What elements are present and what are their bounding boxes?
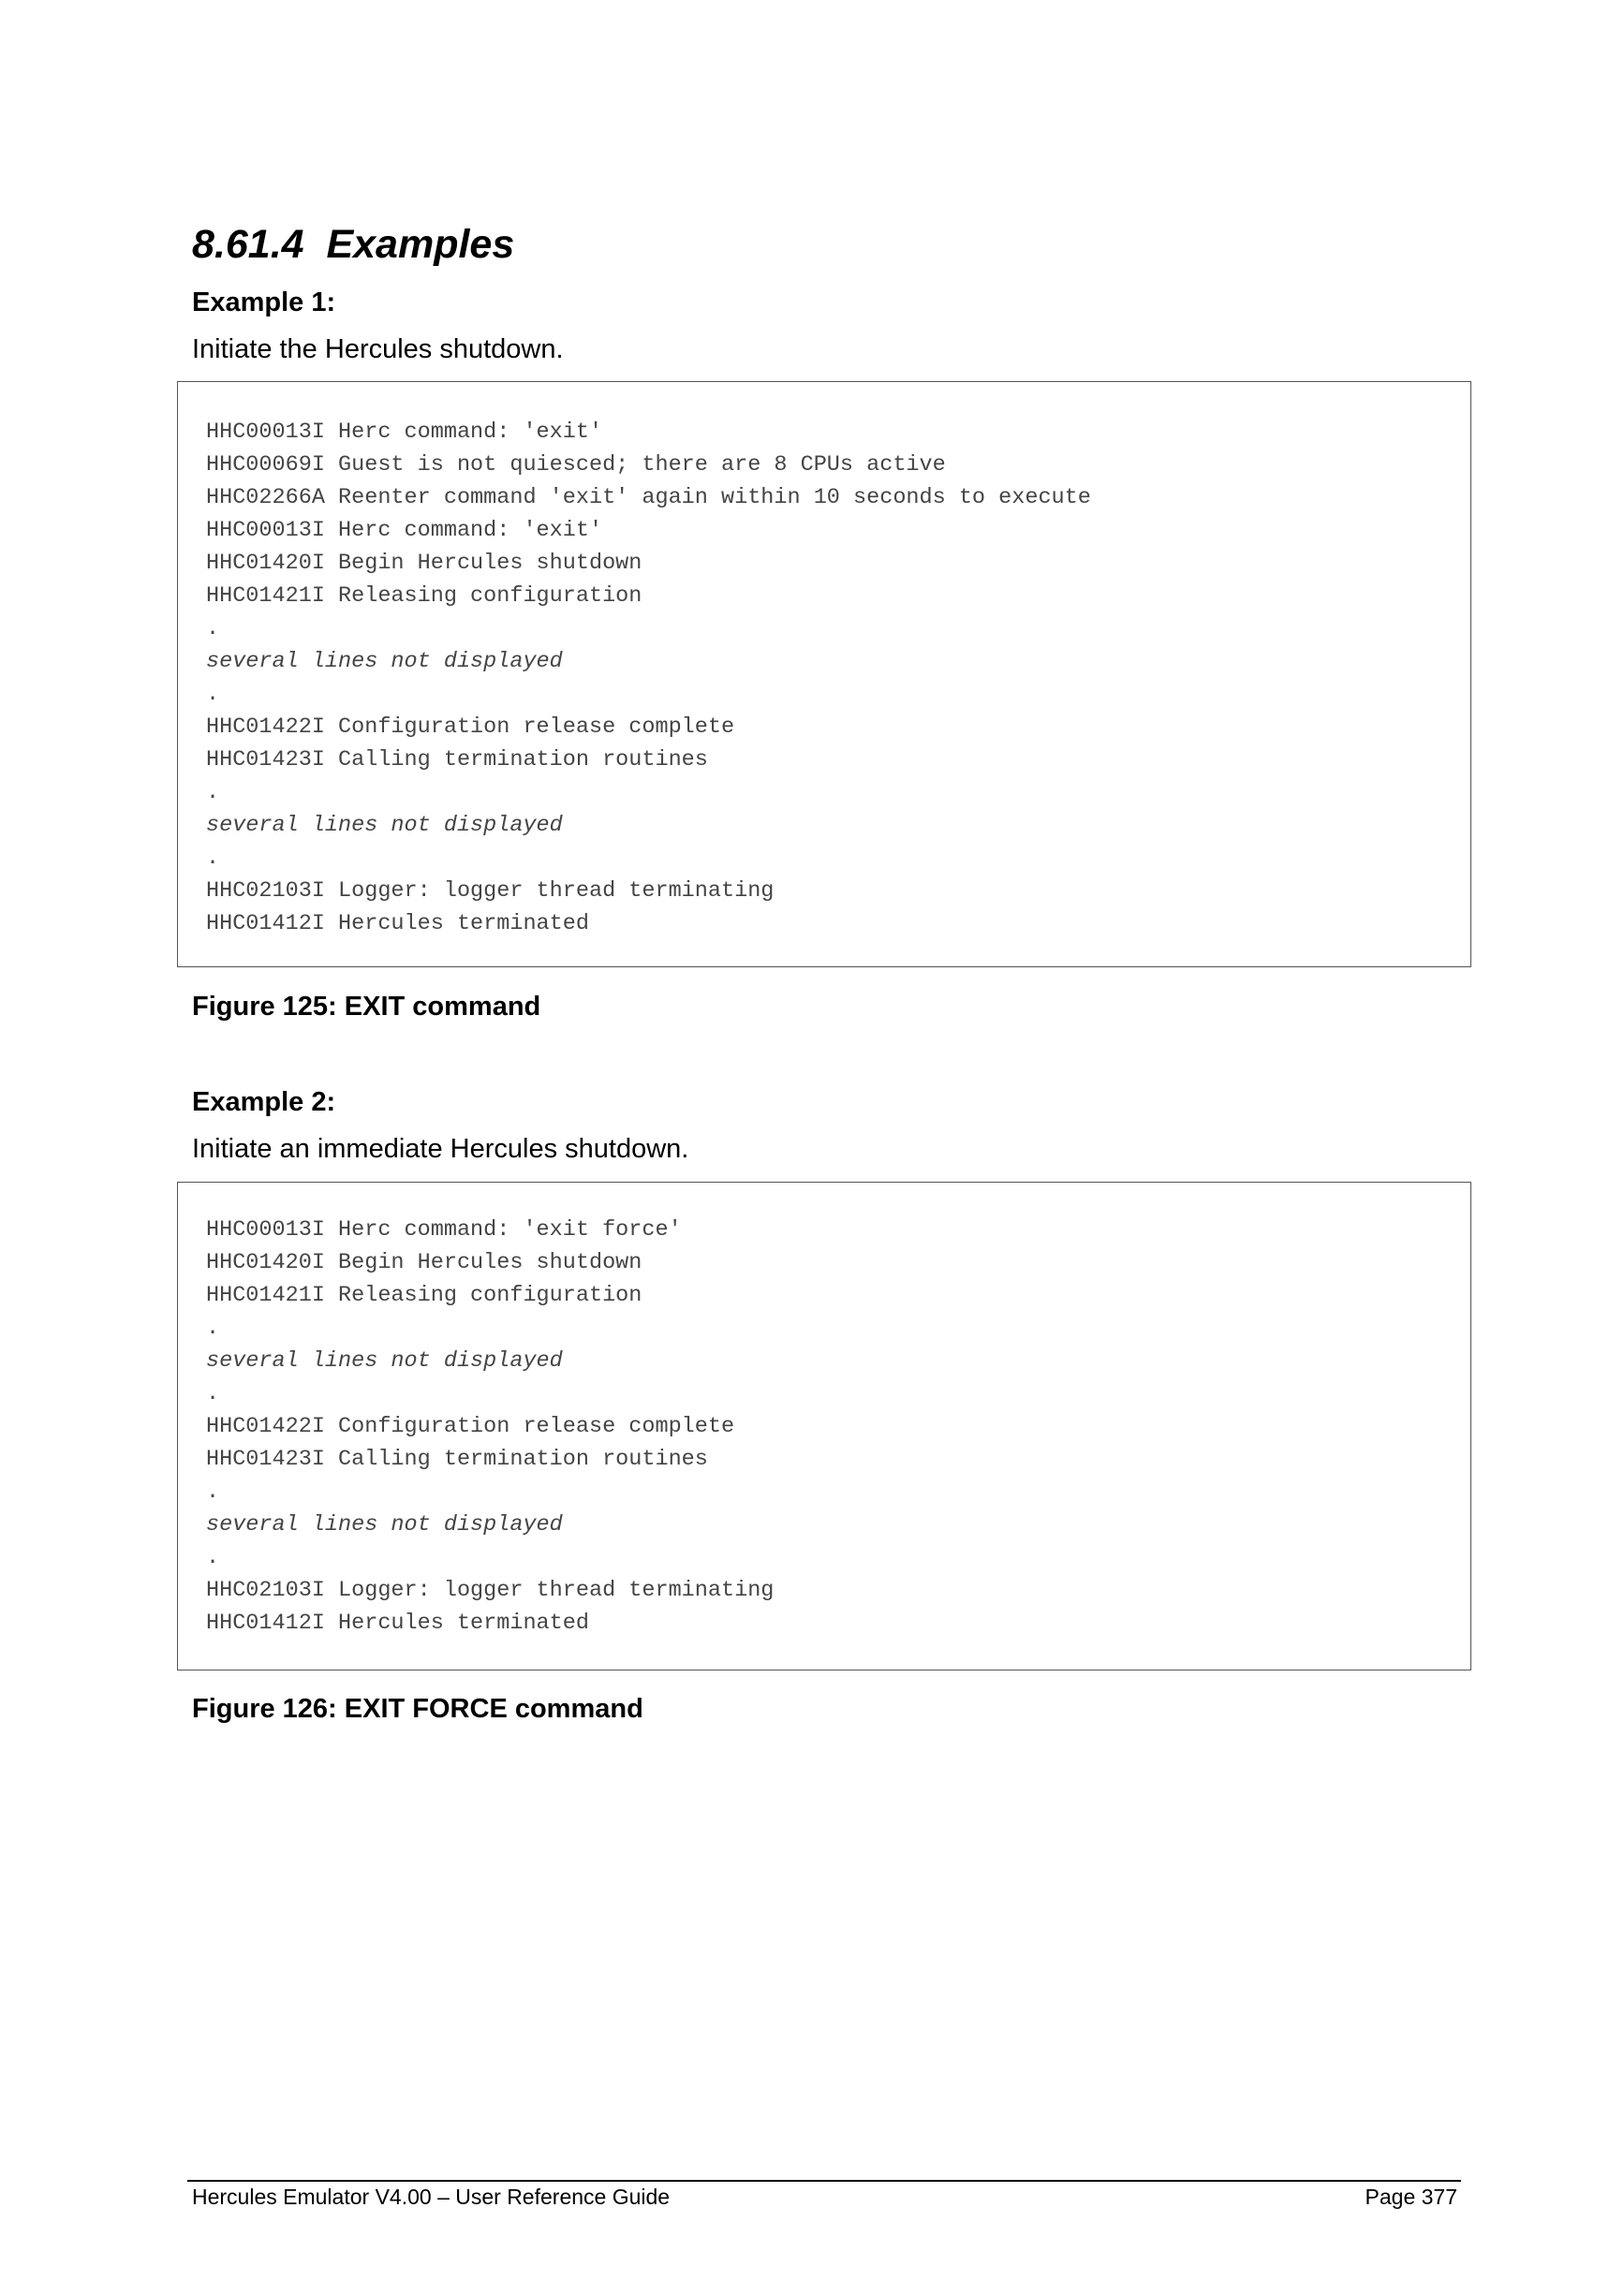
example-1-label: Example 1: bbox=[192, 287, 336, 317]
omitted-lines-note: several lines not displayed bbox=[206, 1512, 563, 1538]
console-line: HHC02103I Logger: logger thread terminating bbox=[206, 878, 775, 904]
omitted-lines-note: several lines not displayed bbox=[206, 649, 563, 674]
console-line: HHC01412I Hercules terminated bbox=[206, 911, 589, 936]
example-2-label: Example 2: bbox=[192, 1087, 336, 1117]
console-line: HHC01420I Begin Hercules shutdown bbox=[206, 1250, 642, 1275]
console-line: HHC00013I Herc command: 'exit' bbox=[206, 419, 603, 445]
console-ellipsis-dot: . bbox=[206, 1381, 220, 1406]
console-ellipsis-dot: . bbox=[206, 1545, 220, 1570]
console-line: HHC01412I Hercules terminated bbox=[206, 1611, 589, 1636]
console-line: HHC01422I Configuration release complete bbox=[206, 1414, 735, 1439]
console-line: HHC00013I Herc command: 'exit force' bbox=[206, 1217, 682, 1243]
console-line: HHC02266A Reenter command 'exit' again within 10 seconds to execute bbox=[206, 485, 1091, 510]
console-line: HHC01423I Calling termination routines bbox=[206, 747, 708, 773]
omitted-lines-note: several lines not displayed bbox=[206, 1348, 563, 1374]
example-2-console-output bbox=[177, 1182, 1471, 1670]
console-line: HHC00013I Herc command: 'exit' bbox=[206, 518, 603, 543]
footer-page-number: Page 377 bbox=[1365, 2185, 1457, 2209]
section-heading: 8.61.4 Examples bbox=[192, 222, 515, 267]
console-line: HHC01423I Calling termination routines bbox=[206, 1447, 708, 1472]
example-1-console-output bbox=[177, 381, 1471, 967]
figure-125-caption: Figure 125: EXIT command bbox=[192, 992, 541, 1022]
console-ellipsis-dot: . bbox=[206, 780, 220, 805]
omitted-lines-note: several lines not displayed bbox=[206, 813, 563, 838]
footer-document-title: Hercules Emulator V4.00 – User Reference Guide bbox=[192, 2185, 671, 2209]
console-line: HHC01420I Begin Hercules shutdown bbox=[206, 551, 642, 576]
console-ellipsis-dot: . bbox=[206, 1316, 220, 1341]
console-line: HHC02103I Logger: logger thread terminating bbox=[206, 1578, 775, 1603]
console-line: HHC01421I Releasing configuration bbox=[206, 583, 642, 609]
console-ellipsis-dot: . bbox=[206, 846, 220, 871]
console-ellipsis-dot: . bbox=[206, 682, 220, 707]
figure-126-caption: Figure 126: EXIT FORCE command bbox=[192, 1694, 643, 1724]
example-1-description: Initiate the Hercules shutdown. bbox=[192, 334, 564, 364]
console-line: HHC00069I Guest is not quiesced; there are 8 CPUs active bbox=[206, 452, 946, 478]
console-line: HHC01422I Configuration release complete bbox=[206, 714, 735, 740]
footer-divider bbox=[187, 2180, 1461, 2182]
console-line: HHC01421I Releasing configuration bbox=[206, 1283, 642, 1308]
example-2-description: Initiate an immediate Hercules shutdown. bbox=[192, 1134, 689, 1164]
console-ellipsis-dot: . bbox=[206, 1479, 220, 1505]
console-ellipsis-dot: . bbox=[206, 616, 220, 641]
